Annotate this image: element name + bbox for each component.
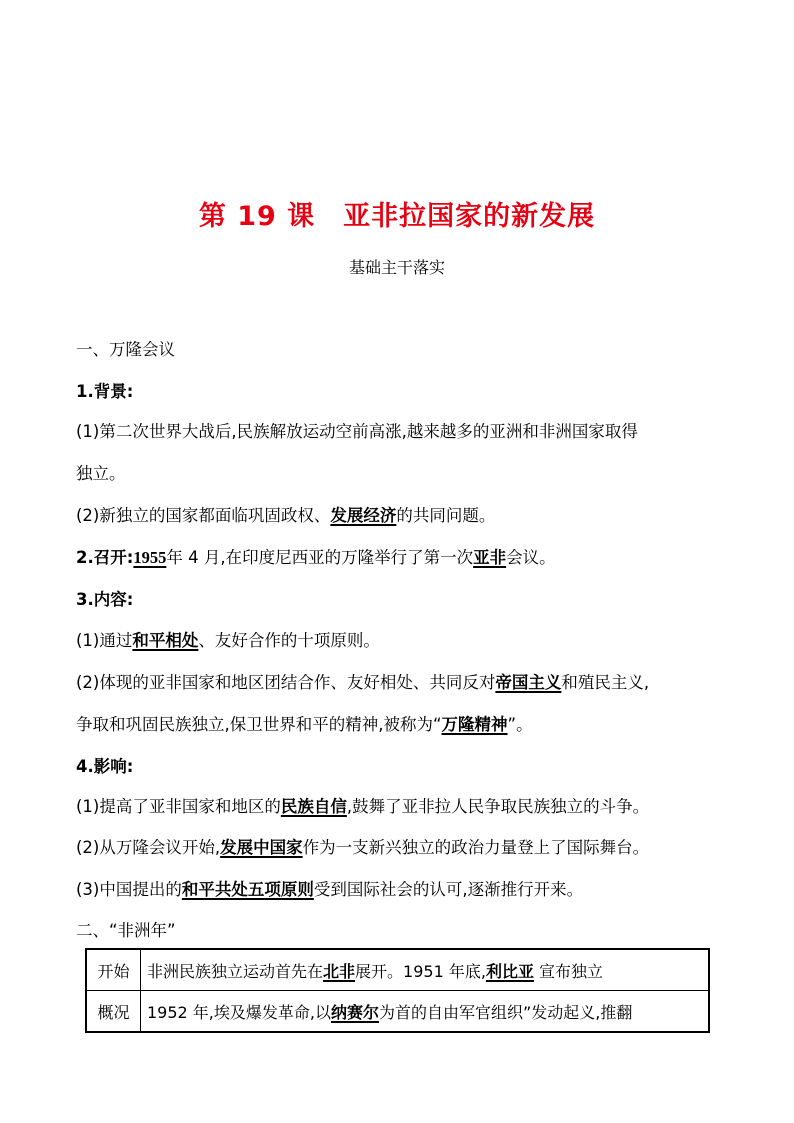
row-head-start: 开始 (86, 949, 141, 991)
impact-point-2: (2)从万隆会议开始,发展中国家作为一支新兴独立的政治力量登上了国际舞台。 (76, 838, 650, 857)
content-point-2: (2)体现的亚非国家和地区团结合作、友好相处、共同反对帝国主义和殖民主义, (76, 673, 650, 692)
key-term: 发展中国家 (220, 838, 303, 857)
convening-line: 2.召开:1955年 4 月,在印度尼西亚的万隆举行了第一次亚非会议。 (76, 548, 556, 567)
content-point-2-cont: 争取和巩固民族独立,保卫世界和平的精神,被称为“万隆精神”。 (76, 715, 533, 734)
content-label: 3.内容: (76, 590, 134, 609)
background-point-2: (2)新独立的国家都面临巩固政权、发展经济的共同问题。 (76, 506, 496, 525)
table-row (86, 991, 709, 1033)
row-content-start: 非洲民族独立运动首先在北非展开。1951 年底,利比亚 宣布独立 (141, 949, 710, 991)
key-term: 纳赛尔 (330, 1002, 379, 1022)
key-term: 和平共处五项原则 (181, 880, 314, 899)
key-term: 民族自信 (280, 797, 347, 816)
section-heading-bandung: 一、万隆会议 (76, 340, 175, 359)
background-point-1-cont: 独立。 (76, 464, 126, 483)
key-term: 发展经济 (330, 506, 397, 525)
row-content-overview: 1952 年,埃及爆发革命,以纳赛尔为首的自由军官组织”发动起义,推翻 (141, 991, 710, 1033)
table-row (86, 949, 709, 991)
lesson-number: 第 19 课 (198, 201, 316, 232)
key-term: 利比亚 (485, 961, 534, 981)
page-title (0, 194, 794, 233)
section-heading-africa-year: 二、“非洲年” (76, 921, 176, 940)
impact-point-3: (3)中国提出的和平共处五项原则受到国际社会的认可,逐渐推行开来。 (76, 880, 584, 899)
background-label: 1.背景: (76, 382, 134, 401)
row-head-overview: 概况 (86, 991, 141, 1033)
key-term: 和平相处 (132, 631, 199, 650)
key-term: 1955 (133, 548, 167, 567)
key-term: 万隆精神 (441, 715, 508, 734)
impact-label: 4.影响: (76, 757, 134, 776)
africa-year-table (85, 948, 710, 1033)
impact-point-1: (1)提高了亚非国家和地区的民族自信,鼓舞了亚非拉人民争取民族独立的斗争。 (76, 797, 650, 816)
key-term: 帝国主义 (495, 673, 562, 692)
key-term: 亚非 (473, 548, 507, 567)
lesson-name: 亚非拉国家的新发展 (343, 201, 596, 232)
page-subtitle: 基础主干落实 (348, 258, 445, 277)
background-point-1: (1)第二次世界大战后,民族解放运动空前高涨,越来越多的亚洲和非洲国家取得 (76, 422, 638, 441)
key-term: 北非 (323, 961, 356, 981)
content-point-1: (1)通过和平相处、友好合作的十项原则。 (76, 631, 380, 650)
